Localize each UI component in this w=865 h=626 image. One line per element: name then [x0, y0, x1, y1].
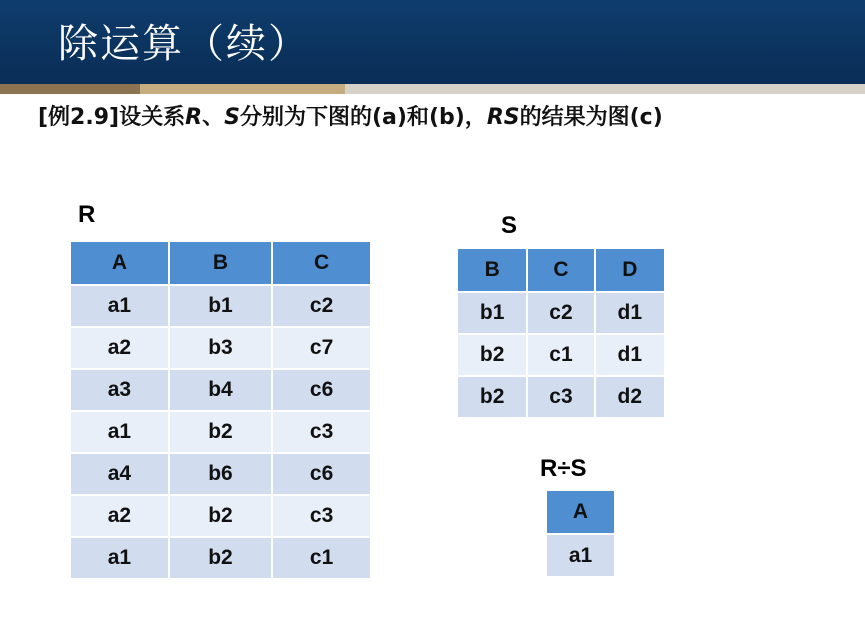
table-cell: a2: [70, 495, 169, 537]
example-tag: [例2.9]: [38, 105, 120, 130]
table-cell: a4: [70, 453, 169, 495]
table-cell: c1: [272, 537, 371, 579]
column-header: C: [527, 248, 594, 292]
column-header: B: [169, 241, 272, 285]
table-cell: b2: [169, 411, 272, 453]
table-cell: a2: [70, 327, 169, 369]
table-cell: b1: [169, 285, 272, 327]
subtitle-text: 设关系: [119, 105, 186, 130]
subtitle-text: 、: [202, 105, 225, 130]
table-cell: c6: [272, 369, 371, 411]
table-cell: c1: [527, 334, 594, 376]
table-row: [70, 369, 371, 411]
table-cell: c3: [527, 376, 594, 418]
table-cell: a1: [70, 411, 169, 453]
table-r-label: R: [78, 201, 96, 228]
column-header: B: [457, 248, 527, 292]
relation-s-ref: S: [224, 105, 240, 130]
table-r: [69, 240, 372, 580]
table-cell: c2: [527, 292, 594, 334]
column-header: D: [595, 248, 665, 292]
table-row: [70, 453, 371, 495]
relation-rs-ref: RS: [486, 105, 520, 130]
column-header: C: [272, 241, 371, 285]
table-header-row: [546, 490, 615, 534]
subtitle-text: 分别为下图的: [239, 105, 372, 130]
table-cell: b3: [169, 327, 272, 369]
figure-ref-a: (a): [371, 105, 407, 130]
table-cell: c7: [272, 327, 371, 369]
table-cell: d2: [595, 376, 665, 418]
table-row: [457, 292, 665, 334]
table-header-row: [457, 248, 665, 292]
table-cell: a1: [70, 537, 169, 579]
table-row: [457, 334, 665, 376]
table-row: [546, 534, 615, 577]
table-cell: c3: [272, 495, 371, 537]
header-accent-bar: [345, 84, 865, 94]
subtitle-text: 和: [406, 105, 429, 130]
subtitle-text: ，: [464, 105, 487, 130]
table-header-row: [70, 241, 371, 285]
table-cell: c3: [272, 411, 371, 453]
figure-ref-b: (b): [428, 105, 465, 130]
slide-subtitle: [38, 100, 663, 131]
slide-title: 除运算（续）: [58, 21, 310, 67]
table-cell: a3: [70, 369, 169, 411]
column-header: A: [546, 490, 615, 534]
header-accent-bar: [0, 84, 140, 94]
table-row: [70, 411, 371, 453]
table-cell: b2: [457, 334, 527, 376]
table-row: [457, 376, 665, 418]
figure-ref-c: (c): [629, 105, 663, 130]
column-header: A: [70, 241, 169, 285]
table-row: [70, 285, 371, 327]
table-cell: d1: [595, 334, 665, 376]
table-cell: b4: [169, 369, 272, 411]
table-s: [456, 247, 666, 419]
relation-r-ref: R: [185, 105, 203, 130]
result-label: R÷S: [540, 455, 587, 482]
subtitle-text: 的结果为图: [519, 105, 630, 130]
table-s-label: S: [501, 212, 518, 239]
table-cell: b2: [169, 537, 272, 579]
slide-header: [0, 0, 865, 84]
table-cell: a1: [546, 534, 615, 577]
table-cell: b2: [169, 495, 272, 537]
table-row: [70, 327, 371, 369]
table-cell: c6: [272, 453, 371, 495]
table-cell: b1: [457, 292, 527, 334]
table-row: [70, 495, 371, 537]
table-cell: a1: [70, 285, 169, 327]
table-cell: c2: [272, 285, 371, 327]
table-cell: d1: [595, 292, 665, 334]
table-cell: b2: [457, 376, 527, 418]
header-accent-bar: [140, 84, 345, 94]
table-result: [545, 489, 616, 578]
table-cell: b6: [169, 453, 272, 495]
table-row: [70, 537, 371, 579]
